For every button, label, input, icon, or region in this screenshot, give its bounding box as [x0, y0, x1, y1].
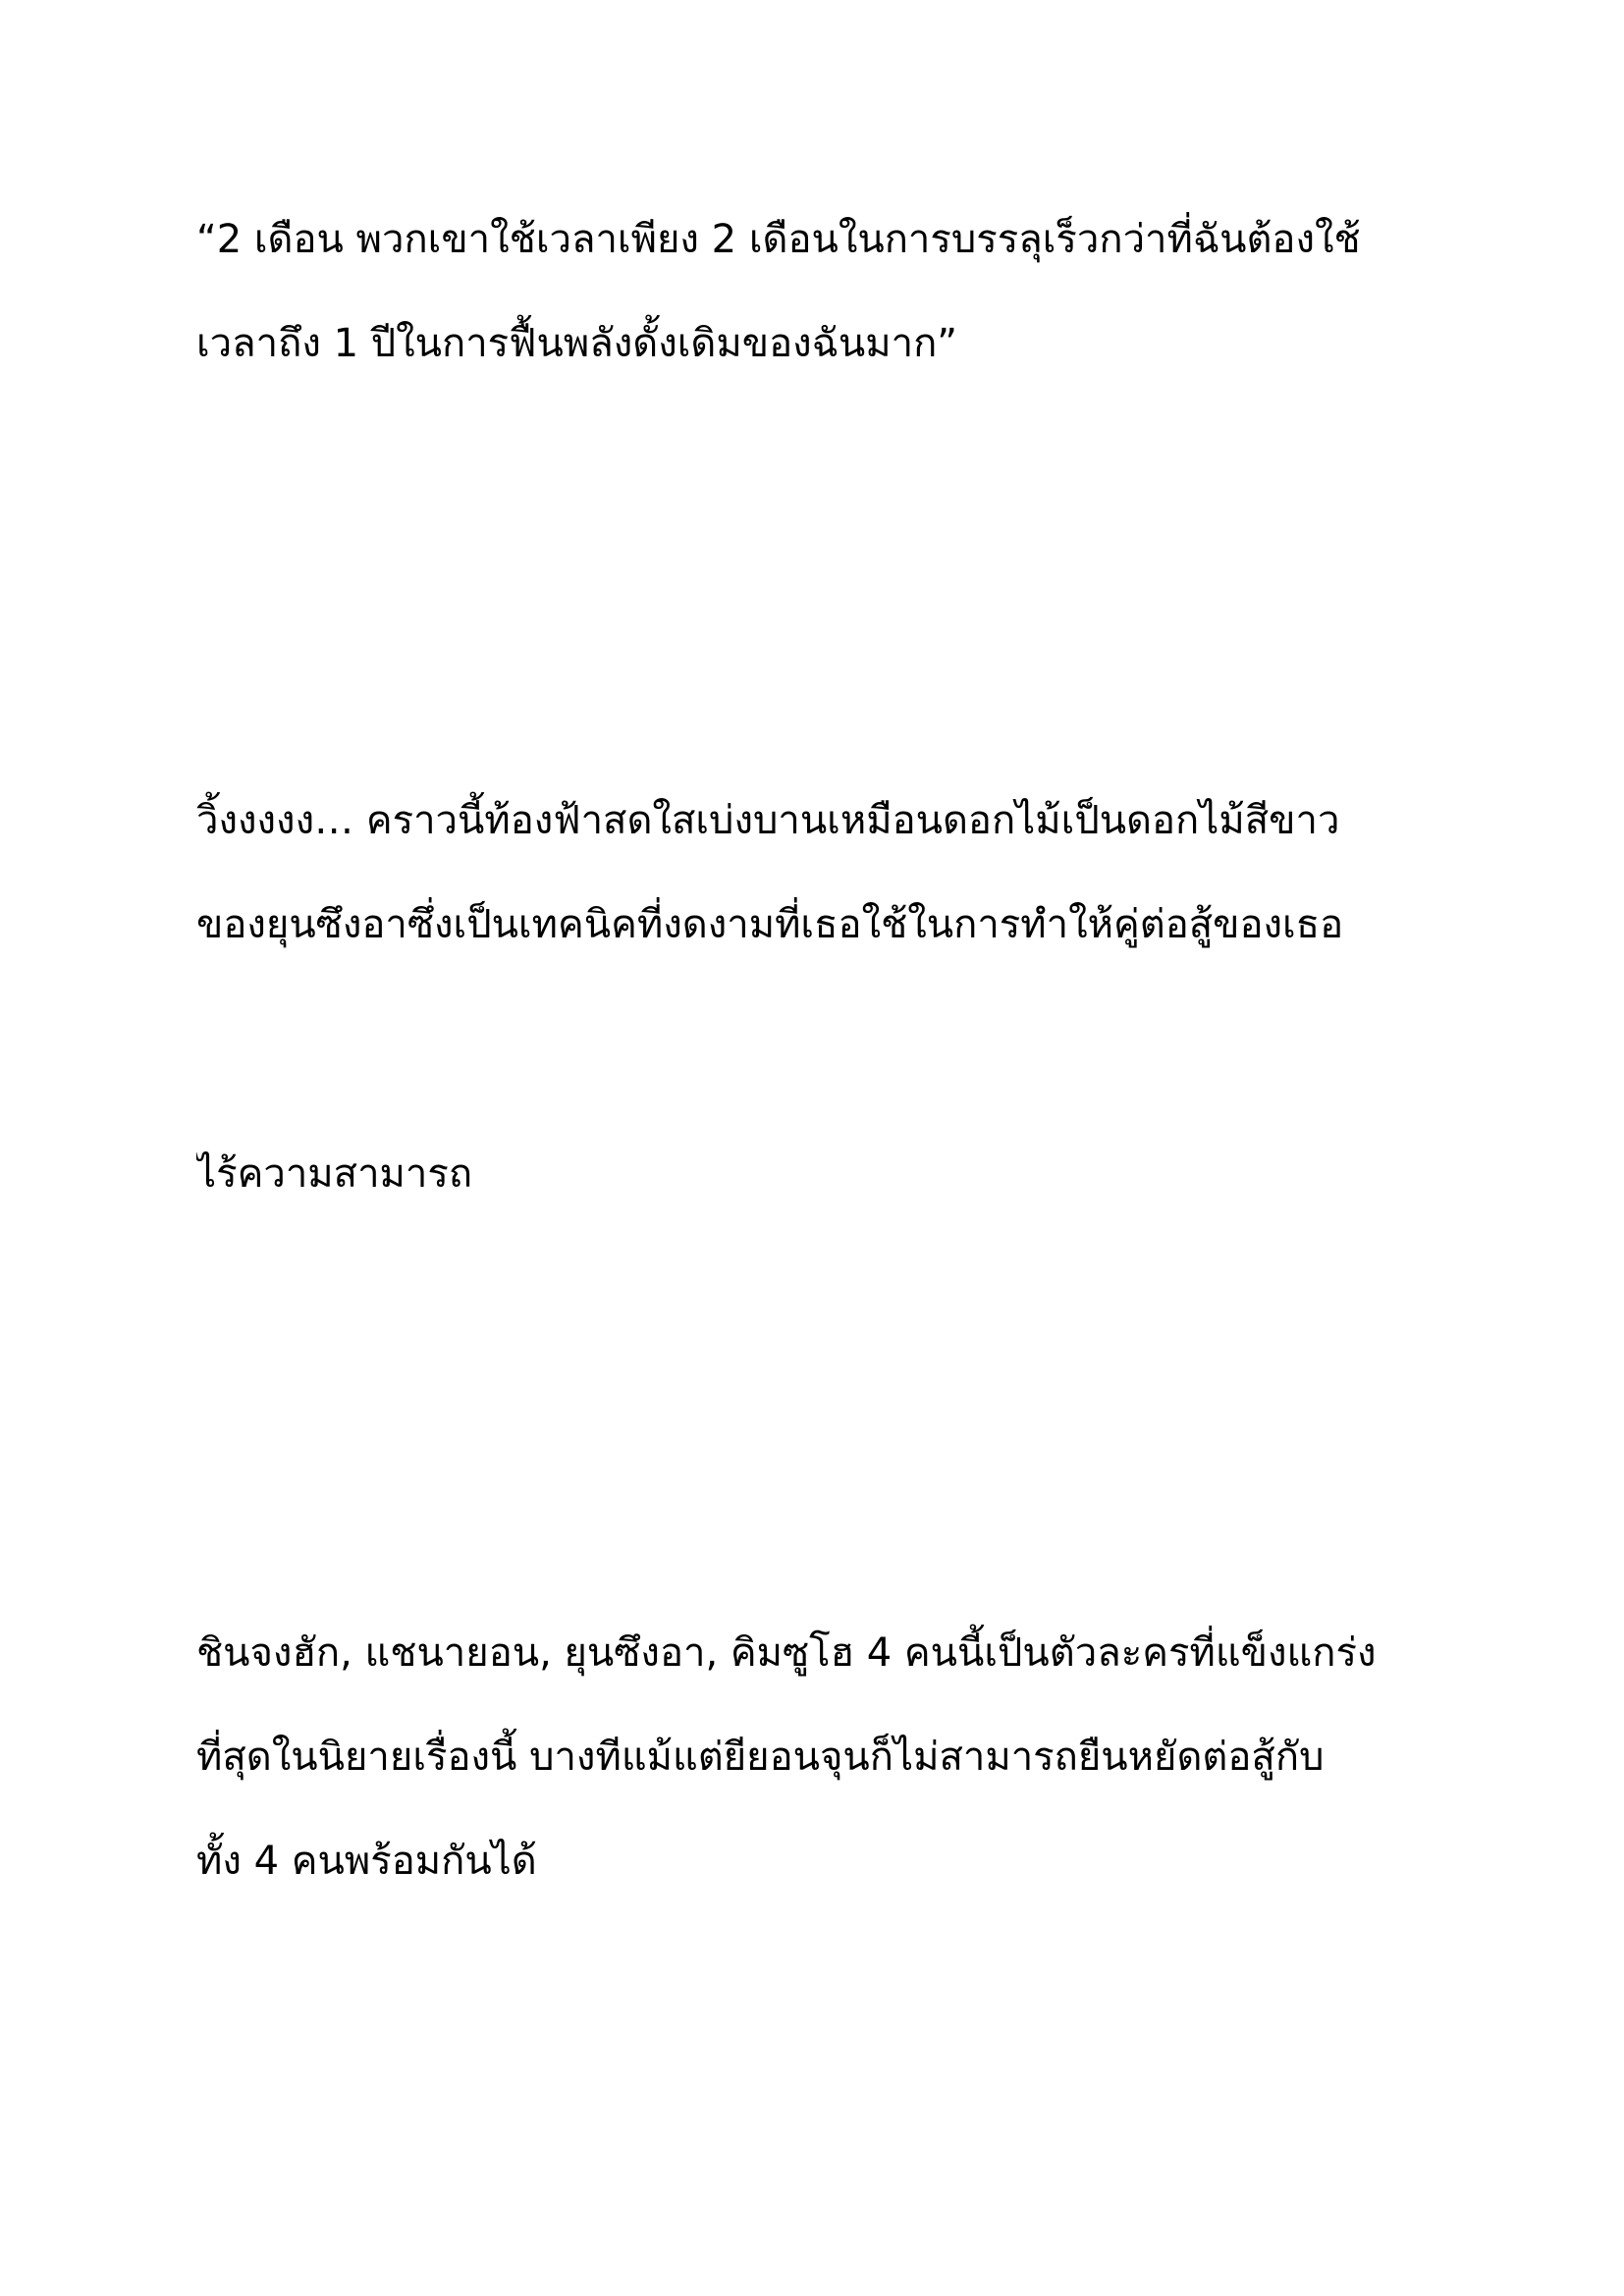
paragraph-3-line-1: ไร้ความสามารถ: [196, 1151, 473, 1197]
paragraph-2-line-2: ของยุนซึงอาซึ่งเป็นเทคนิคที่งดงามที่เธอใช้ในการทำให้คู่ต่อสู้ของเธอ: [196, 902, 1344, 947]
paragraph-1-line-1: “2 เดือน พวกเขาใช้เวลาเพียง 2 เดือนในการบรรลุเร็วกว่าที่ฉันต้องใช้: [196, 217, 1361, 262]
paragraph-4-line-3: ทั้ง 4 คนพร้อมกันได้: [196, 1839, 537, 1884]
paragraph-4-line-1: ชินจงฮัก, แชนายอน, ยุนซึงอา, คิมซูโฮ 4 คนนี้เป็นตัวละครที่แข็งแกร่ง: [196, 1630, 1377, 1676]
paragraph-4-line-2: ที่สุดในนิยายเรื่องนี้ บางทีแม้แต่ยียอนจุนก็ไม่สามารถยืนหยัดต่อสู้กับ: [196, 1735, 1325, 1780]
paragraph-1-line-2: เวลาถึง 1 ปีในการฟื้นพลังดั้งเดิมของฉันมาก”: [196, 321, 958, 366]
paragraph-2-line-1: วิ้งงงงง… คราวนี้ท้องฟ้าสดใสเบ่งบานเหมือนดอกไม้เป็นดอกไม้สีขาว: [196, 798, 1340, 843]
